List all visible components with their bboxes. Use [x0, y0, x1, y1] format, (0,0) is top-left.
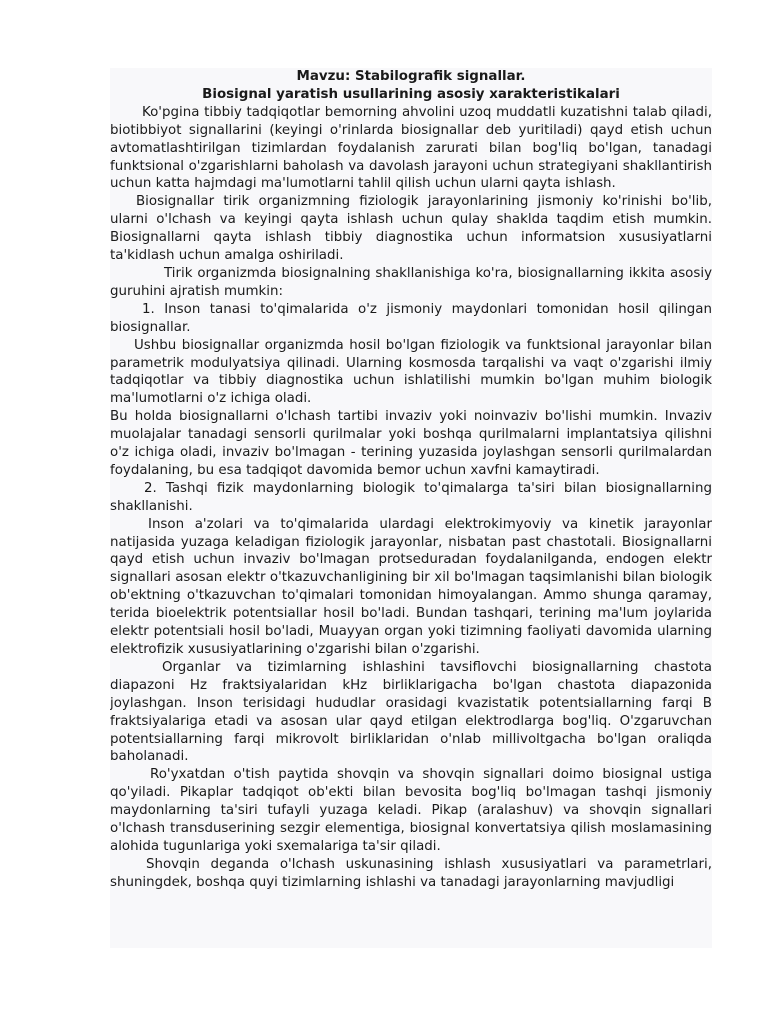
paragraph: Bu holda biosignallarni o'lchash tartibi invaziv yoki noinvaziv bo'lishi mumkin. Invaziv muolajalar tanadagi sensorli qurilmalar yoki boshqa qurilmalarni implantatsiya qilishni o'z ichiga oladi, invaziv bo'lmagan - terining yuzasida joylashgan sensorli qurilmalardan foydalaning, bu esa tadqiqot davomida bemor uchun xavfni kamaytiradi.: [110, 409, 712, 478]
document-title: Mavzu: Stabilografik signallar.: [296, 69, 526, 84]
paragraph: Tirik organizmda biosignalning shakllanishiga ko'ra, biosignallarning ikkita asosiy guruhini ajratish mumkin:: [110, 265, 712, 299]
paragraph: Ushbu biosignallar organizmda hosil bo'lgan fiziologik va funktsional jarayonlar bilan parametrik modulyatsiya qilinadi. Ularning kosmosda tarqalishi va vaqt o'zgarishi ilmiy tadqiqotlar va tibbiy diagnostika uchun ishlatilishi mumkin bo'lgan muhim biologik ma'lumotlarni o'z ichiga oladi.: [110, 337, 712, 407]
document-subtitle: Biosignal yaratish usullarining asosiy xarakteristikalari: [202, 86, 620, 102]
list-item: 1. Inson tanasi to'qimalarida o'z jismoniy maydonlari tomonidan hosil qilingan biosignallar.: [110, 301, 712, 335]
paragraph: Ro'yxatdan o'tish paytida shovqin va shovqin signallari doimo biosignal ustiga qo'yiladi. Pikaplar tadqiqot ob'ekti bilan bevosita bog'liq bo'lmagan tashqi jismoniy maydonlarning ta'siri tufayli yuzaga keladi. Pikap (aralashuv) va shovqin signallari o'lchash transduserining sezgir elementiga, biosignal konvertatsiya qilish moslamasining alohida tugunlariga yoki sxemalariga ta'sir qiladi.: [110, 767, 712, 854]
list-item: 2. Tashqi fizik maydonlarning biologik to'qimalarga ta'siri bilan biosignallarning shakllanishi.: [110, 480, 712, 514]
paragraph: Biosignallar tirik organizmning fiziologik jarayonlarining jismoniy ko'rinishi bo'lib, ularni o'lchash va keyingi qayta ishlash uchun qulay shaklda taqdim etish mumkin. Biosignallarni qayta ishlash tibbiy diagnostika uchun informatsion xususiyatlarni ta'kidlash uchun amalga oshiriladi.: [110, 194, 712, 264]
paragraph: Ko'pgina tibbiy tadqiqotlar bemorning ahvolini uzoq muddatli kuzatishni talab qiladi, biotibbiyot signallarini (keyingi o'rinlarda biosignallar deb yuritiladi) qayd etish uchun avtomatlashtirilgan tizimlardan foydalanish zarurati bilan bog'liq bo'lgan, tanadagi funktsional o'zgarishlarni baholash va davolash jarayoni uchun strategiyani shakllantirish uchun katta hajmdagi ma'lumotlarni tahlil qilish uchun ularni qayta ishlash.: [110, 104, 712, 192]
paragraph: Organlar va tizimlarning ishlashini tavsiflovchi biosignallarning chastota diapazoni Hz fraktsiyalaridan kHz birliklarigacha bo'lgan chastota diapazonida joylashgan. Inson terisidagi hududlar orasidagi kvazistatik potentsiallarning farqi B fraktsiyalariga etadi va asosan ular qayd etilgan elektrodlarga bog'liq. O'zgaruvchan potentsiallarning farqi mikrovolt birliklaridan o'nlab millivoltgacha bo'lgan oraliqda baholanadi.: [110, 659, 712, 765]
paragraph: Shovqin deganda o'lchash uskunasining ishlash xususiyatlari va parametrlari, shuningdek, boshqa quyi tizimlarning ishlashi va tanadagi jarayonlarning mavjudligi: [110, 856, 712, 890]
paragraph: Inson a'zolari va to'qimalarida ulardagi elektrokimyoviy va kinetik jarayonlar natijasida yuzaga keladigan fiziologik jarayonlar, nisbatan past chastotali. Biosignallarni qayd etish uchun invaziv bo'lmagan protseduradan foydalanilganda, endogen elektr signallari asosan elektr o'tkazuvchanligining bir xil bo'lmagan taqsimlanishi bilan biologik ob'ektning o'tkazuvchan to'qimalari tomonidan himoyalangan. Ammo shunga qaramay, terida bioelektrik potentsiallar hosil bo'ladi. Bundan tashqari, terining ma'lum joylarida elektr potentsiali hosil bo'ladi, Muayyan organ yoki tizimning faoliyati davomida ularning elektrofizik xususiyatlarining o'zgarishi bilan o'zgarishi.: [110, 516, 712, 657]
document-page: [110, 68, 712, 948]
